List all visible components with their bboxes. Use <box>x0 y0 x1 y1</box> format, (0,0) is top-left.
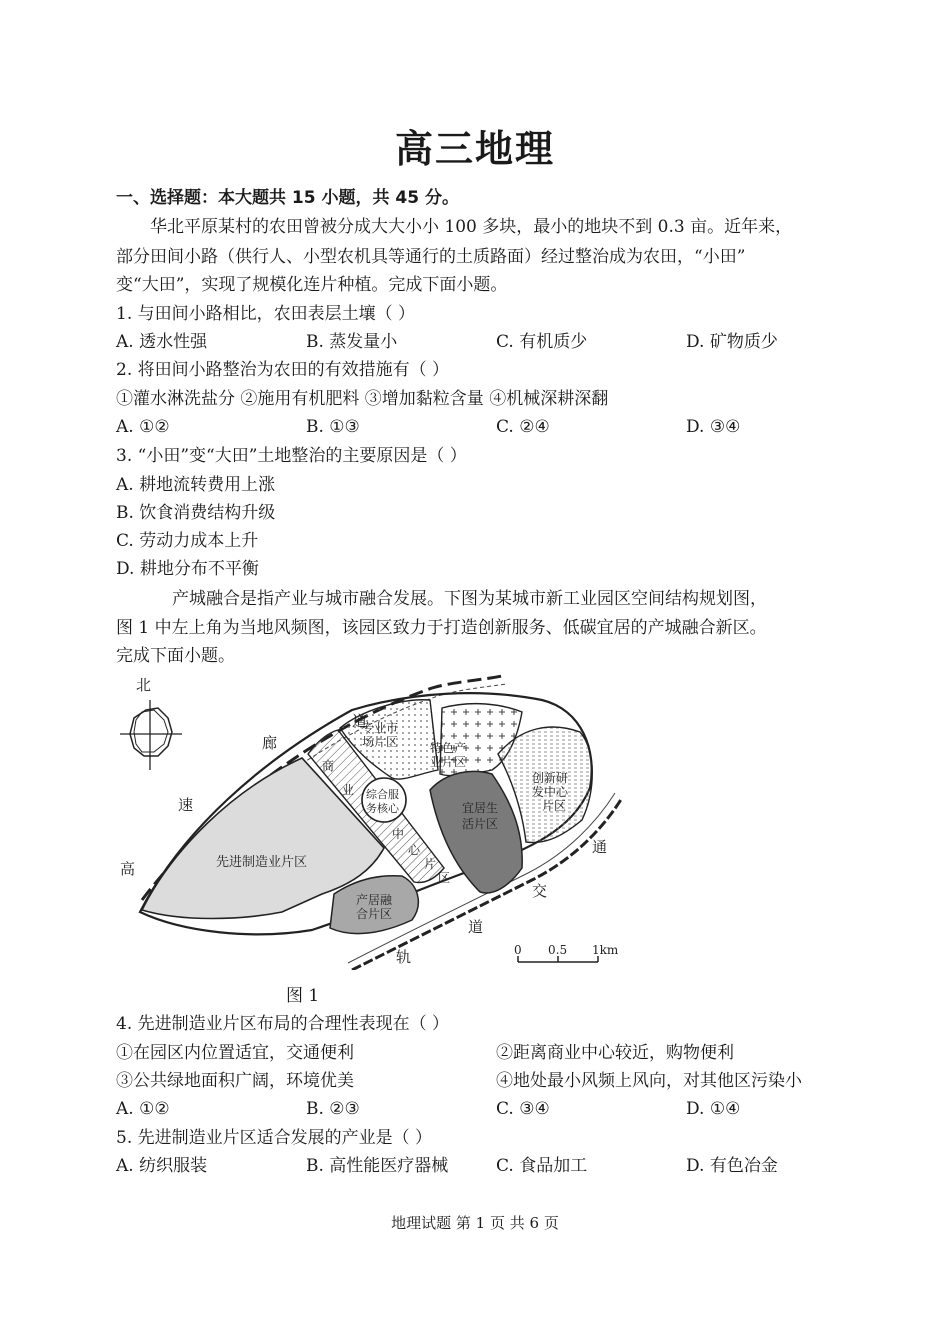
zone-research-label: 创新研 <box>532 771 569 785</box>
q5-option-b[interactable]: B. 高性能医疗器械 <box>306 1156 449 1176</box>
q5-option-c[interactable]: C. 食品加工 <box>496 1156 588 1176</box>
q5-option-d[interactable]: D. 有色冶金 <box>686 1156 778 1176</box>
north-label: 北 <box>136 676 152 694</box>
passage2-line: 完成下面小题。 <box>116 646 235 666</box>
scale-label: 0 <box>514 943 522 957</box>
q1-option-b[interactable]: B. 蒸发量小 <box>306 332 398 352</box>
passage2-line: 产城融合是指产业与城市融合发展。下图为某城市新工业园区空间结构规划图， <box>172 589 767 609</box>
passage2-line: 图 1 中左上角为当地风频图，该园区致力于打造创新服务、低碳宜居的产城融合新区。 <box>116 618 767 638</box>
page-footer: 地理试题 第 1 页 共 6 页 <box>391 1214 559 1232</box>
q2-option-d[interactable]: D. ③④ <box>686 417 741 437</box>
zone-commerce-label: 片 <box>424 857 437 871</box>
q4-option-c[interactable]: C. ③④ <box>496 1099 550 1119</box>
question-5-stem: 5. 先进制造业片区适合发展的产业是（ ） <box>116 1128 433 1148</box>
zone-core-label: 务核心 <box>366 802 399 815</box>
zone-research-label: 发中心 <box>532 785 569 799</box>
zone-fusion-label: 合片区 <box>356 907 393 921</box>
q4-item: ④地处最小风频上风向，对其他区污染小 <box>496 1071 802 1091</box>
q2-option-a[interactable]: A. ①② <box>116 417 170 437</box>
q4-option-b[interactable]: B. ②③ <box>306 1099 360 1119</box>
zone-commerce-label: 业 <box>342 783 355 797</box>
rail-char: 通 <box>592 838 608 856</box>
q2-option-c[interactable]: C. ②④ <box>496 417 550 437</box>
q4-item: ③公共绿地面积广阔，环境优美 <box>116 1071 354 1091</box>
rail-char: 道 <box>468 918 484 936</box>
q4-option-a[interactable]: A. ①② <box>116 1099 170 1119</box>
q3-option-a[interactable]: A. 耕地流转费用上涨 <box>116 475 276 495</box>
page-title: 高三地理 <box>394 127 555 171</box>
q3-option-d[interactable]: D. 耕地分布不平衡 <box>116 559 259 579</box>
road-char: 道 <box>352 712 368 730</box>
q1-option-a[interactable]: A. 透水性强 <box>116 332 208 352</box>
q3-option-c[interactable]: C. 劳动力成本上升 <box>116 531 259 551</box>
road-char: 廊 <box>262 734 278 752</box>
zone-research-label: 片区 <box>542 799 567 813</box>
zone-living-label: 宜居生 <box>462 801 499 815</box>
zone-special-label: 特色产 <box>430 741 467 755</box>
road-char: 速 <box>178 796 194 814</box>
zone-manufacturing-label: 先进制造业片区 <box>216 855 308 870</box>
q2-items: ①灌水淋洗盐分 ②施用有机肥料 ③增加黏粒含量 ④机械深耕深翻 <box>116 389 609 409</box>
passage1-line: 部分田间小路（供行人、小型农机具等通行的土质路面）经过整治成为农田，“小田” <box>116 247 746 267</box>
question-4-stem: 4. 先进制造业片区布局的合理性表现在（ ） <box>116 1014 450 1034</box>
question-1-stem: 1. 与田间小路相比，农田表层土壤（ ） <box>116 304 416 324</box>
zone-commerce-label: 商 <box>322 759 335 773</box>
question-3-stem: 3. “小田”变“大田”土地整治的主要原因是（ ） <box>116 446 467 466</box>
zone-special-label: 业片区 <box>430 755 467 769</box>
zone-commerce-label: 中 <box>392 827 405 841</box>
question-2-stem: 2. 将田间小路整治为农田的有效措施有（ ） <box>116 360 450 380</box>
scale-label: 1km <box>592 943 619 957</box>
zone-market-label: 专业市 <box>362 721 399 735</box>
park-plan-map <box>112 670 642 970</box>
zone-market-label: 场片区 <box>362 735 399 749</box>
q4-item: ①在园区内位置适宜，交通便利 <box>116 1043 354 1063</box>
q2-option-b[interactable]: B. ①③ <box>306 417 360 437</box>
q5-option-a[interactable]: A. 纺织服装 <box>116 1156 208 1176</box>
q1-option-c[interactable]: C. 有机质少 <box>496 332 588 352</box>
q4-option-d[interactable]: D. ①④ <box>686 1099 741 1119</box>
road-char: 高 <box>120 860 136 878</box>
zone-fusion-label: 产居融 <box>356 893 393 907</box>
zone-core-label: 综合服 <box>366 788 399 801</box>
q4-item: ②距离商业中心较近，购物便利 <box>496 1043 734 1063</box>
zone-living-label: 活片区 <box>462 817 499 831</box>
rail-char: 交 <box>532 882 548 900</box>
section-heading: 一、选择题：本大题共 15 小题，共 45 分。 <box>116 188 459 208</box>
passage1-line: 华北平原某村的农田曾被分成大大小小 100 多块，最小的地块不到 0.3 亩。近年来， <box>150 217 793 237</box>
wind-rose <box>120 700 182 770</box>
zone-commerce-label: 心 <box>408 843 421 857</box>
q1-option-d[interactable]: D. 矿物质少 <box>686 332 778 352</box>
zone-commerce-label: 区 <box>438 871 451 885</box>
figure-caption: 图 1 <box>286 986 320 1006</box>
passage1-line: 变“大田”，实现了规模化连片种植。完成下面小题。 <box>116 275 508 295</box>
rail-char: 轨 <box>396 948 412 966</box>
q3-option-b[interactable]: B. 饮食消费结构升级 <box>116 503 276 523</box>
scale-label: 0.5 <box>548 943 568 957</box>
